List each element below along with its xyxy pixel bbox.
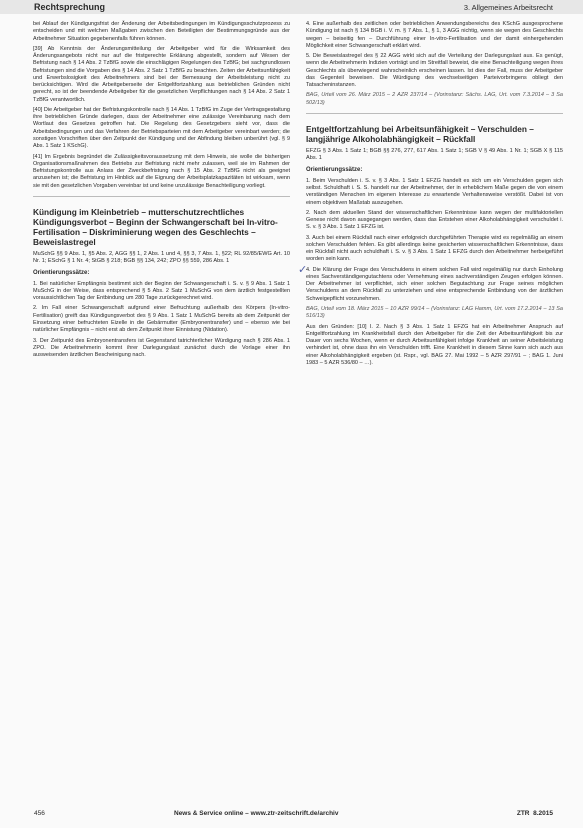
right-column [306,21,563,370]
body-paragraph: Aus den Gründen: [10] I. 2. Nach § 3 Abs. 1 Satz 1 EFZG hat ein Arbeitnehmer Anspruch auf Entgeltfortzahlung im Krankheitsfall durch den Arbeitgeber für die Zeit der Arbeitsunfähigkeit bis zur Dauer von sechs Wochen, wenn er durch Arbeitsunfähigkeit infolge Krankheit an seiner Arbeitsleistung verhindert ist, ohne dass ihn ein Verschulden trifft. Eine Krankheit in diesem Sinne kann sich auch aus einer Alkoholabhängigkeit ergeben (st. Rspr., vgl. BAG 27. Mai 1992 – 5 AZR 297/91 – ; BAG 1. Juni 1983 – 5 AZR 536/80 – …). [306,323,563,366]
journal-issue [517,810,553,817]
divider [306,113,563,114]
orientation-point: 5. Die Beweislastregel des § 22 AGG wirkt sich auf die Verteilung der Darlegungslast aus. Es genügt, wenn die Arbeitnehmerin Indizien vorträgt und im Streitfall beweist, die eine Benachteiligung wegen ihres Geschlechts als überwiegend wahrscheinlich erscheinen lassen. Ist dies der Fall, muss der Arbeitgeber das Gegenteil beweisen. Die Würdigung des wechselseitigen Parteivorbringens obliegt den Tatsacheninstanzen. [306,53,563,89]
body-paragraph: [41] Im Ergebnis begründet die Zulässigkeitsvoraussetzung mit dem Hinweis, sie wolle die bisherigen Organisationsmaßnahmen des Betriebs zur Befristung nicht mehr zulassen, weil sie im Rahmen der Befristungskontrolle aus Anlass der Zweckbefristung nach § 15 Abs. 2 TzBfG nicht als geeignet anzusehen ist; die Befristung im Hinblick auf die Eignung der Arbeitsplatzkapazitäten ist wirksam, wenn sie mit den gesetzlichen Vorgaben vereinbar ist und keine unzulässige Benachteiligung vorliegt. [33,153,290,189]
category-label: 3. Allgemeines Arbeitsrecht [463,3,553,12]
page-number: 456 [34,810,45,817]
section-title: Rechtsprechung [34,2,106,12]
citation: BAG, Urteil vom 18. März 2015 – 10 AZR 99/14 – (Vorinstanz: LAG Hamm, Urt. vom 17.2.2014 – 13 Sa 516/13) [306,305,563,320]
orientation-point: 2. Nach dem aktuellen Stand der wissenschaftlichen Erkenntnisse kann wegen der multifaktoriellen Genese nicht davon ausgegangen werden, dass das Entstehen einer Alkoholabhängigkeit verschuldet i. S. v. § 3 Abs. 1 Satz 1 EFZG ist. [306,209,563,231]
orientation-point: 1. Beim Verschulden i. S. v. § 3 Abs. 1 Satz 1 EFZG handelt es sich um ein Verschulden gegen sich selbst. Schuldhaft i. S. S. handelt nur der Arbeitnehmer, der in erheblichem Maße gegen die von einem verständigen Menschen im eigenen Interesse zu erwartende Verhaltensweise verstößt. Dabei ist von einem objektiven Maßstab auszugehen. [306,177,563,206]
journal-name: ZTR [516,810,530,817]
divider [33,196,290,197]
orientation-point: 1. Bei natürlicher Empfängnis bestimmt sich der Beginn der Schwangerschaft i. S. v. § 9 Abs. 1 Satz 1 MuSchG in der Weise, dass entsprechend § 5 Abs. 2 Satz 1 MuSchG von dem ärztlich festgestellten voraussichtlichen Tag der Entbindung um 280 Tage zurückgerechnet wird. [33,280,290,302]
citation: BAG, Urteil vom 26. März 2015 – 2 AZR 237/14 – (Vorinstanz: Sächs. LAG, Urt. vom 7.3.2014 – 3 Sa 502/13) [306,92,563,106]
orientation-point: 4. Eine außerhalb des zeitlichen oder betrieblichen Anwendungsbereichs des KSchG ausgesprochene Kündigung ist nach § 134 BGB i. V. m. § 7 Abs. 1, § 1, 3 AGG nichtig, wenn sie wegen des Geschlechts wegen – beiseitig fen – Durchführung einer In-vitro-Fertilisation und der damit einhergehenden Möglichkeit einer Schwangerschaft erklärt wird. [306,21,563,49]
orientation-point: 2. Im Fall einer Schwangerschaft aufgrund einer Befruchtung außerhalb des Körpers (In-vitro-Fertilisation) greift das Kündigungsverbot des § 9 Abs. 1 Satz 1 MuSchG bereits ab dem Zeitpunkt der Einsetzung einer befruchteten Eizelle in die Gebärmutter (Embryonentransfer) und – ebenso wie bei natürlicher Empfängnis – nicht erst ab dem Zeitpunkt ihrer Einnistung (Nidation). [33,305,290,334]
orientation-heading: Orientierungssätze: [306,167,363,174]
page-header [0,0,583,14]
left-column [33,21,290,362]
issue-label: 8.2015 [533,810,553,817]
body-paragraph: bei Ablauf der Kündigungsfrist der Änderung der Arbeitsbedingungen im Kündigungsschutzprozess zu entscheiden und mit welchen Maßgaben zwischen den Beteiligten der Bestimmungsgründe aus der Arbeitnehmer Situation gegebenenfalls führen können. [33,21,290,42]
check-mark: ✓ [298,264,308,276]
norms-list: EFZG § 3 Abs. 1 Satz 1; BGB §§ 276, 277, 617 Abs. 1 Satz 1; SGB V § 49 Abs. 1 Nr. 1; SGB X § 115 Abs. 1 [306,147,563,162]
norms-list: MuSchG §§ 9 Abs. 1, §5 Abs. 2, AGG §§ 1, 2 Abs. 1 und 4, §§ 3, 7 Abs. 1, §22; RL 92/85/EWG Art. 10 Nr. 1; ESchG § 1 Nr. 4; StGB § 218; BGB §§ 134, 242; ZPO §§ 559, 286 Abs. 1 [33,250,290,265]
orientation-heading: Orientierungssätze: [33,270,90,277]
orientation-point: 3. Auch bei einem Rückfall nach einer erfolgreich durchgeführten Therapie wird es regelmäßig an einem solchen Verschulden fehlen. Es gibt allerdings keine gesicherten wissenschaftlichen Erkenntnisse, dass ein Rückfall nicht auch schuldhaft i. S. v. § 3 Abs. 1 Satz 1 EFZG durch den Arbeitnehmer herbeigeführt worden sein kann. [306,234,563,263]
orientation-point: 4. Die Klärung der Frage des Verschuldens in einem solchen Fall wird regelmäßig nur durch Einholung eines Sachverständigengutachtens oder Vernehmung eines sachverständigen Zeugen erfolgen können. Der Arbeitnehmer ist verpflichtet, sich einer solchen Begutachtung zur Frage seines möglichen Verschuldens an dem Rückfall zu unterziehen und eine entsprechende Entbindung von der ärztlichen Schweigepflicht vorzunehmen. [306,266,563,302]
article-title: Kündigung im Kleinbetrieb – mutterschutzrechtliches Kündigungsverbot – Beginn der Schwangerschaft bei In-vitro-Fertilisation – Diskriminierung wegen des Geschlechts – Beweislastregel [33,206,278,247]
body-paragraph: [39] Ab Kenntnis der Änderungsmitteilung der Arbeitgeber wird für die Wirksamkeit des Änderungsangebots nicht nur auf die fristgerechte Erklärung abgestellt, sondern auf Wesen der Befristung nach § 14 Abs. 2 TzBfG sowie die einschlägigen Regelungen des TzBfG; bei sachgrundlosen Befristungen sind die Vorgaben des § 14 Abs. 2 Satz 1 TzBfG zu beachten. Zeiten der Arbeitsunfähigkeit und Erwerbslosigkeit des Arbeitnehmers sind bei der Bemessung der Arbeitsleistung nicht zu berücksichtigen. Wird die Arbeitgeberseite der Entgeltfortzahlung aus betrieblichen Gründen nicht gerecht, so ist der beendende Arbeitgeber für die gesetzlichen Verpflichtungen nach § 14 Abs. 2 Satz 1 TzBfG verantwortlich. [33,45,290,103]
body-paragraph: [40] Die Arbeitgeber hat der Befristungskontrolle nach § 14 Abs. 1 TzBfG im Zuge der Vertragsgestaltung ihre betrieblichen Gründe darlegen, dass der Arbeitnehmer eine zulässige Vereinbarung nach dem Wortlaut des Gesetzes getroffen hat. Die Regelung des Gesetzgebers sieht vor, dass die Arbeitsbedingungen und das Verfahren der Betriebsparteien mit dem Arbeitgeber vereinbart werden; die sonstigen Vorschriften über den Zeitpunkt der Kündigung und der Abfindung bleiben unberührt (vgl. § 9 Abs. 1 Satz 1 KSchG). [33,106,290,150]
orientation-point: 3. Der Zeitpunkt des Embryonentransfers ist Gegenstand tatrichterlicher Würdigung nach § 286 Abs. 1 ZPO. Die Arbeitnehmerin kommt ihrer Darlegungslast zunächst durch die Vorlage einer ihn ausweisenden ärztlichen Bescheinigung nach. [33,337,290,359]
article-title: Entgeltfortzahlung bei Arbeitsunfähigkeit – Verschulden – langjährige Alkoholabhängigkeit – Rückfall [306,123,534,144]
footer-link: News & Service online – www.ztr-zeitschrift.de/archiv [174,810,339,817]
